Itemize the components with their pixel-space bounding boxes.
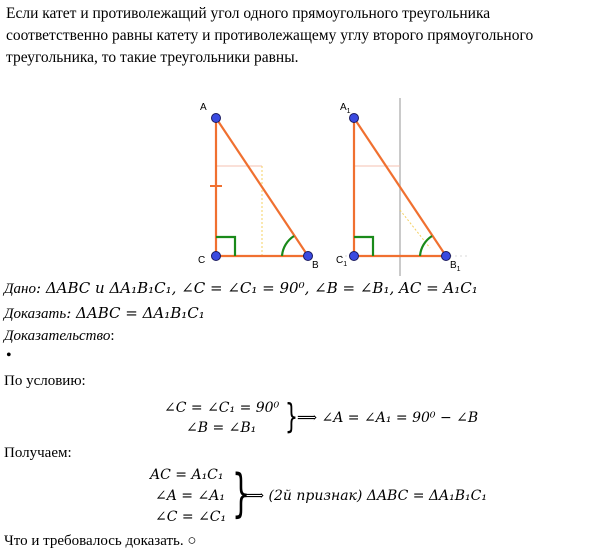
proof-colon: :: [110, 328, 115, 344]
bullet: •: [6, 347, 12, 364]
label-a: A: [200, 102, 207, 113]
end-line: Что и требовалось доказать. ○: [4, 533, 197, 549]
point-c: [212, 252, 221, 261]
sys2-line2: ∠A = ∠A₁: [155, 488, 225, 504]
proof-heading: [4, 328, 115, 345]
label-c: C: [198, 255, 206, 266]
point-a: [212, 114, 221, 123]
sys1-brace: }: [285, 397, 298, 437]
point-a1: [350, 114, 359, 123]
point-c1: [350, 252, 359, 261]
sys1-line1: ∠C = ∠C₁ = 90⁰: [164, 400, 280, 416]
aux-lines-1: [216, 166, 262, 256]
label-a1: $A_1$: [340, 102, 351, 115]
triangles-figure: [0, 90, 600, 285]
label-b1: $B_1$: [450, 260, 461, 273]
theorem-text: Если катет и противолежащий угол одного прямоугольного треугольника соответственно равны катету и противолежащему углу второго прямоугольного треугольника, то такие треугольники равны.: [6, 5, 534, 66]
given-label: Дано: [4, 281, 36, 297]
proof-label: Доказательство: [4, 328, 111, 344]
sys1-result: ⟹ ∠A = ∠A₁ = 90⁰ − ∠B: [297, 410, 479, 426]
sys1-line2: ∠B = ∠B₁: [186, 420, 257, 436]
label-b: B: [312, 260, 319, 271]
sys2-line3: ∠C = ∠C₁: [155, 509, 227, 525]
triangle-abc: [210, 114, 313, 261]
given-text: : ΔABC и ΔA₁B₁C₁, ∠C = ∠C₁ = 90⁰, ∠B = ∠B₁, AC = A₁C₁: [36, 279, 478, 297]
get-line: Получаем:: [4, 445, 72, 461]
sys2-result: ⟹ (2й признак) ΔABC = ΔA₁B₁C₁: [244, 488, 487, 504]
label-c1: $C_1$: [336, 255, 348, 268]
prove-text: : ΔABC = ΔA₁B₁C₁: [66, 304, 205, 322]
prove-label: Доказать: [4, 306, 67, 322]
sys2-brace: }: [232, 464, 251, 524]
sys2-line1: AC = A₁C₁: [150, 467, 224, 483]
by-condition: По условию:: [4, 373, 86, 389]
angle-b-arc: [282, 236, 294, 256]
angle-b1-arc: [420, 236, 432, 256]
prove-line: [4, 304, 205, 323]
given-line: [4, 279, 478, 298]
